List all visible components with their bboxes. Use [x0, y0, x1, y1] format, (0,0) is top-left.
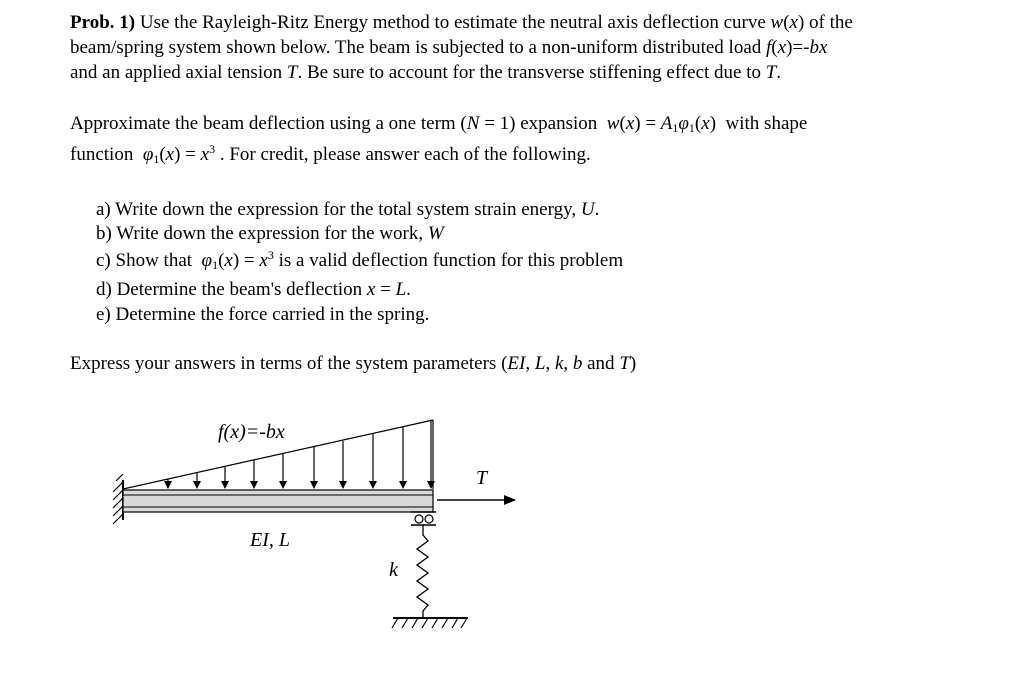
question-b: b) Write down the expression for the work, W	[96, 223, 444, 244]
problem-line-2: beam/spring system shown below. The beam is subjected to a non-uniform distributed load f(x)=-bx	[70, 37, 828, 58]
ground-support	[392, 618, 468, 628]
approx-line-1: Approximate the beam deflection using a one term (N = 1) expansion $w(x) = A_1\varphi_1(x)$ with shape	[70, 113, 808, 135]
express-line: Express your answers in terms of the system parameters (EI, L, k, b and T)	[70, 353, 637, 374]
problem-line-3: and an applied axial tension T. Be sure to account for the transverse stiffening effect due to T.	[70, 62, 782, 83]
roller-support	[411, 512, 436, 525]
fixed-wall-support	[113, 474, 123, 524]
load-label: f(x)=-bx	[218, 421, 285, 443]
problem-line-1: Prob. 1) Use the Rayleigh-Ritz Energy method to estimate the neutral axis deflection curve w(x) of the	[70, 12, 853, 33]
beam	[123, 490, 433, 512]
question-d: d) Determine the beam's deflection x = L.	[96, 279, 411, 300]
tension-label: T	[476, 467, 488, 489]
approx-line-2: function $\varphi_1(x) = x^3$ . For credit, please answer each of the following.	[70, 142, 591, 166]
question-e: e) Determine the force carried in the spring.	[96, 304, 430, 325]
question-a: a) Write down the expression for the total system strain energy, U.	[96, 199, 600, 220]
spring-label: k	[389, 559, 398, 581]
beam-label: EI, L	[250, 529, 290, 551]
question-c: c) Show that $\varphi_1(x) = x^3$ is a valid deflection function for this problem	[96, 248, 624, 272]
spring	[417, 525, 428, 618]
